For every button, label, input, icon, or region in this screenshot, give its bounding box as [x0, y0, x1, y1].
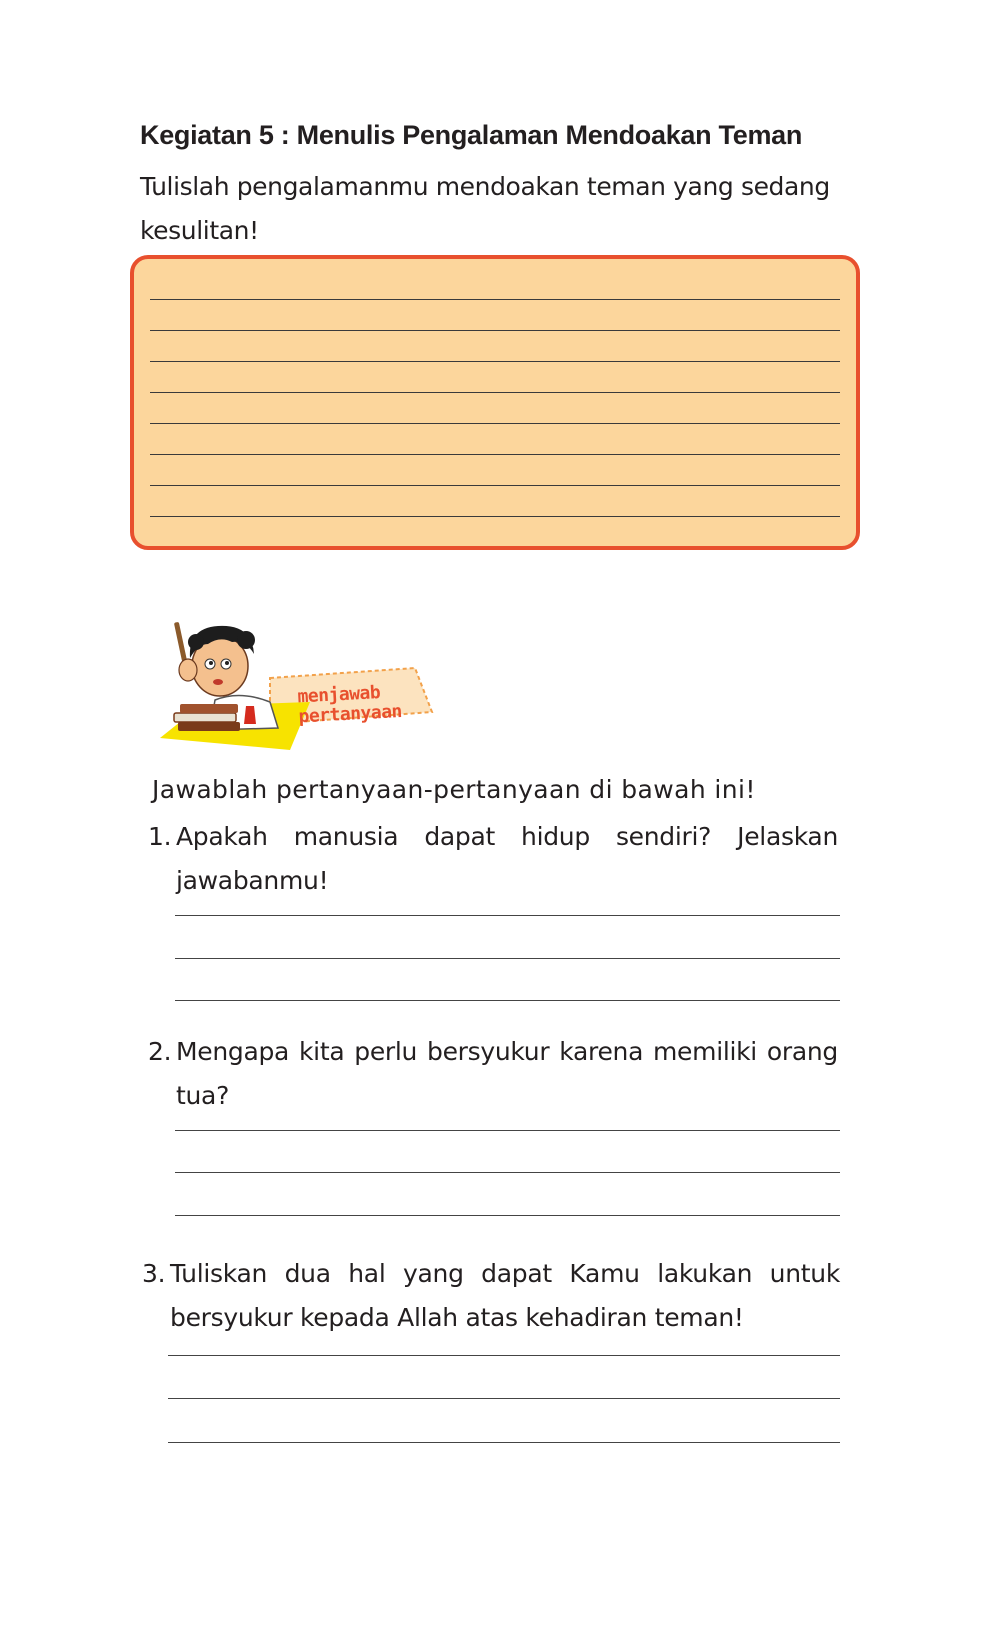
- question-2: [148, 1030, 838, 1118]
- question-text: Tuliskan dua hal yang dapat Kamu lakukan untuk bersyukur kepada Allah atas kehadiran teman!: [170, 1259, 840, 1332]
- question-number: 2.: [148, 1037, 172, 1066]
- answer-line[interactable]: [175, 915, 840, 916]
- writing-line[interactable]: [150, 516, 840, 517]
- answer-line[interactable]: [175, 1000, 840, 1001]
- writing-line[interactable]: [150, 361, 840, 362]
- questions-heading: Jawablah pertanyaan-pertanyaan di bawah ini!: [152, 775, 756, 804]
- question-number: 3.: [142, 1259, 166, 1288]
- answer-line[interactable]: [175, 958, 840, 959]
- answer-line[interactable]: [168, 1398, 840, 1399]
- badge-line-2: pertanyaan: [298, 700, 403, 728]
- activity-title: Kegiatan 5 : Menulis Pengalaman Mendoakan Teman: [140, 120, 803, 150]
- writing-line[interactable]: [150, 485, 840, 486]
- question-3: [142, 1252, 840, 1340]
- writing-box[interactable]: [130, 255, 860, 550]
- answer-line[interactable]: [168, 1355, 840, 1356]
- answer-line[interactable]: [175, 1172, 840, 1173]
- answer-line[interactable]: [175, 1215, 840, 1216]
- answer-line[interactable]: [175, 1130, 840, 1131]
- question-text: Mengapa kita perlu bersyukur karena memiliki orang tua?: [176, 1037, 838, 1110]
- question-text: Apakah manusia dapat hidup sendiri? Jelaskan jawabanmu!: [176, 822, 838, 895]
- writing-line[interactable]: [150, 454, 840, 455]
- writing-line[interactable]: [150, 299, 840, 300]
- answer-line[interactable]: [168, 1442, 840, 1443]
- writing-line[interactable]: [150, 330, 840, 331]
- writing-line[interactable]: [150, 423, 840, 424]
- activity-instruction: Tulislah pengalamanmu mendoakan teman yang sedang kesulitan!: [140, 172, 830, 245]
- question-number: 1.: [148, 822, 172, 851]
- badge-label: [297, 681, 429, 728]
- badge-line-1: menjawab: [296, 682, 381, 708]
- question-1: [148, 815, 838, 903]
- menjawab-pertanyaan-badge: [160, 620, 435, 760]
- writing-line[interactable]: [150, 392, 840, 393]
